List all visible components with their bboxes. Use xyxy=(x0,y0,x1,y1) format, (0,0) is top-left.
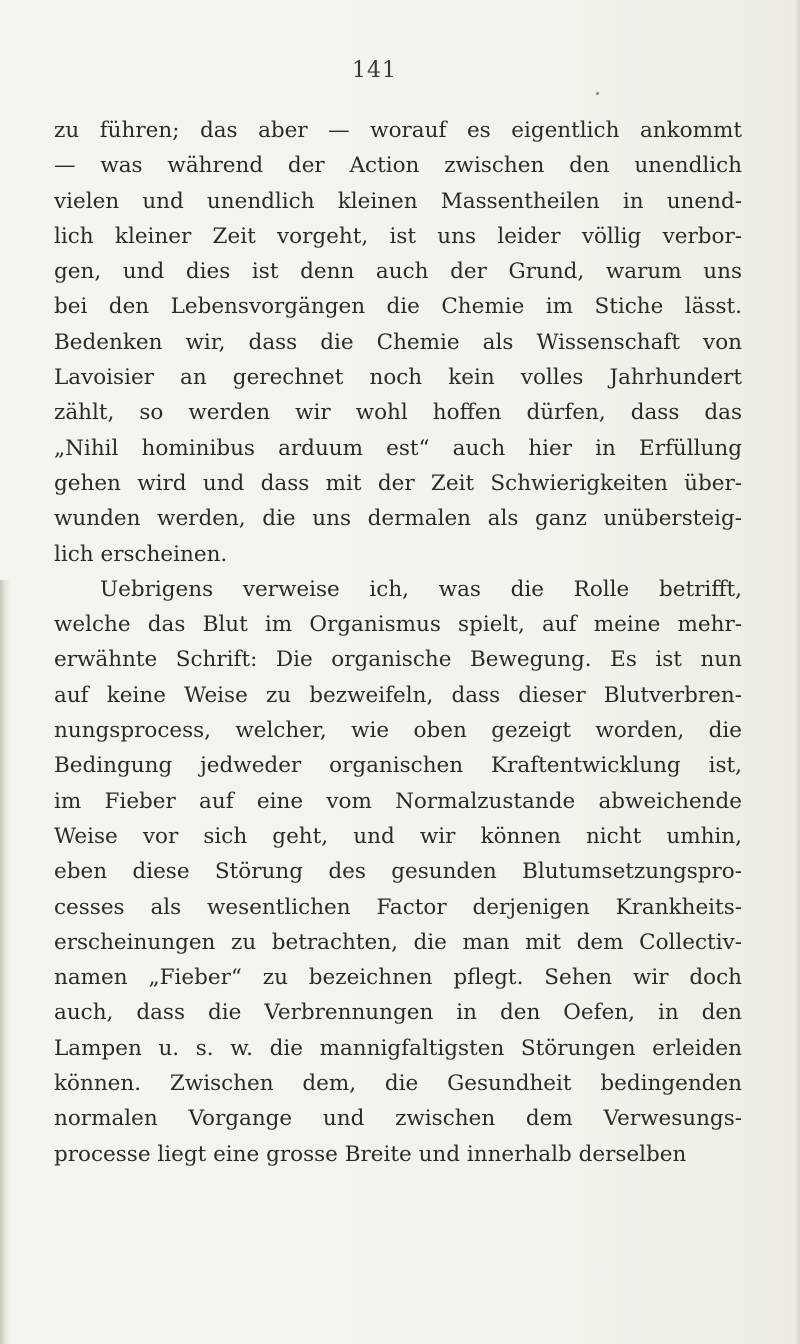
text-line: eben diese Störung des gesunden Blutumsetzungspro- xyxy=(54,859,742,885)
text-line: Lavoisier an gerechnet noch kein volles Jahrhundert xyxy=(54,365,742,391)
text-line: Weise vor sich geht, und wir können nicht umhin, xyxy=(54,823,742,849)
text-line: nungsprocess, welcher, wie oben gezeigt worden, die xyxy=(54,718,742,744)
text-line: — was während der Action zwischen den unendlich xyxy=(54,153,742,179)
text-line: cesses als wesentlichen Factor derjenigen Krankheits- xyxy=(54,894,742,920)
text-line: auf keine Weise zu bezweifeln, dass dieser Blutverbren- xyxy=(54,682,742,708)
text-line: lich kleiner Zeit vorgeht, ist uns leider völlig verbor- xyxy=(54,223,742,249)
text-line: können. Zwischen dem, die Gesundheit bedingenden xyxy=(54,1071,742,1097)
text-line: erwähnte Schrift: Die organische Bewegung. Es ist nun xyxy=(54,647,742,673)
speck-mark xyxy=(596,92,599,95)
text-line: bei den Lebensvorgängen die Chemie im Stiche lässt. xyxy=(54,294,742,320)
body-text xyxy=(54,113,742,1172)
text-line: Bedingung jedweder organischen Kraftentwicklung ist, xyxy=(54,753,742,779)
text-line: lich erscheinen. xyxy=(54,541,228,567)
page-number: 141 xyxy=(352,58,397,83)
text-line: gehen wird und dass mit der Zeit Schwierigkeiten über- xyxy=(54,470,742,496)
text-line: normalen Vorgange und zwischen dem Verwesungs- xyxy=(54,1106,742,1132)
text-line: welche das Blut im Organismus spielt, auf meine mehr- xyxy=(54,612,742,638)
text-line: erscheinungen zu betrachten, die man mit dem Collectiv- xyxy=(54,929,742,955)
text-line: namen „Fieber“ zu bezeichnen pflegt. Sehen wir doch xyxy=(54,965,742,991)
text-line: Lampen u. s. w. die mannigfaltigsten Störungen erleiden xyxy=(54,1035,742,1061)
text-line: zu führen; das aber — worauf es eigentlich ankommt xyxy=(54,118,742,143)
text-line: gen, und dies ist denn auch der Grund, warum uns xyxy=(54,259,742,285)
text-line: wunden werden, die uns dermalen als ganz unübersteig- xyxy=(54,506,742,532)
text-line: Bedenken wir, dass die Chemie als Wissenschaft von xyxy=(54,329,742,355)
text-line: processe liegt eine grosse Breite und innerhalb derselben xyxy=(54,1141,687,1167)
text-line: auch, dass die Verbrennungen in den Oefen, in den xyxy=(54,1000,742,1026)
text-line: zählt, so werden wir wohl hoffen dürfen, dass das xyxy=(54,400,742,426)
text-line: im Fieber auf eine vom Normalzustande abweichende xyxy=(54,788,742,814)
text-line: Uebrigens verweise ich, was die Rolle betrifft, xyxy=(100,576,742,602)
text-line: „Nihil hominibus arduum est“ auch hier in Erfüllung xyxy=(54,435,742,461)
text-line: vielen und unendlich kleinen Massentheilen in unend- xyxy=(54,188,742,214)
page-edge-shadow-right xyxy=(794,0,800,1344)
page-edge-shadow-left xyxy=(0,580,10,1344)
